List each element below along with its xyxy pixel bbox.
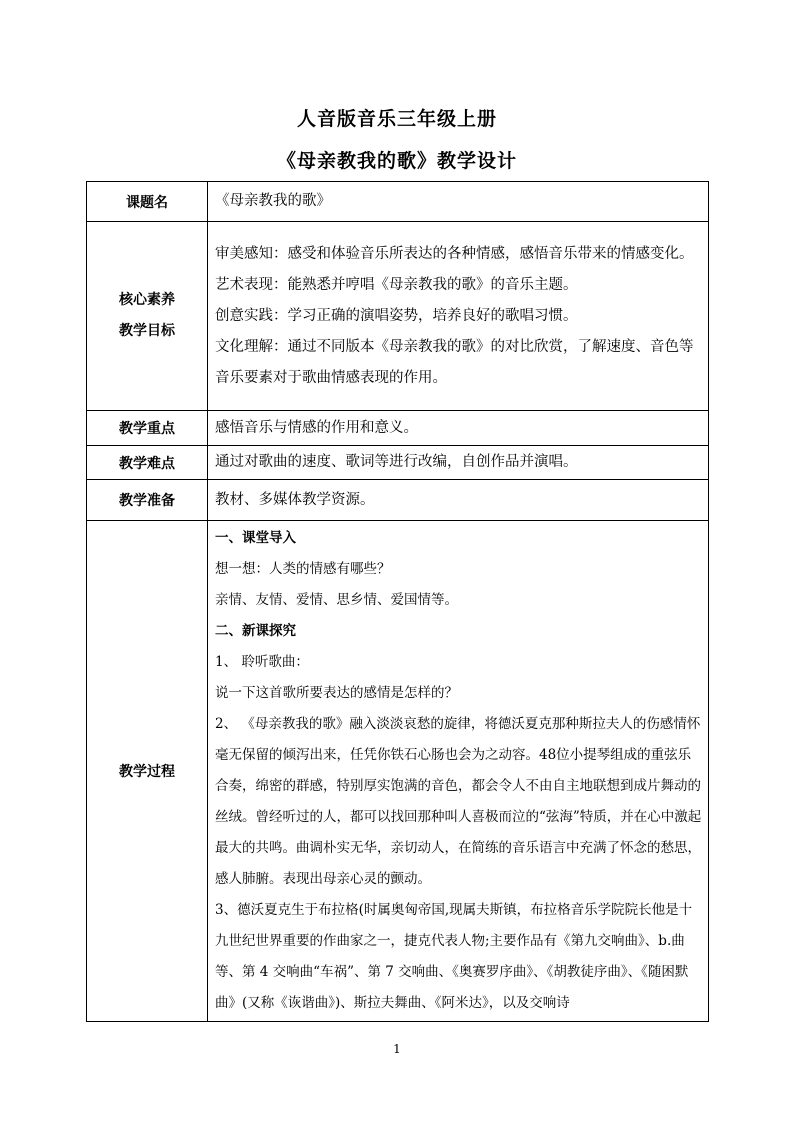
process-label: 教学过程 xyxy=(87,521,208,1022)
table-row-process xyxy=(87,521,709,1022)
table-row-goals xyxy=(87,222,709,411)
document-subtitle: 《母亲教我的歌》教学设计 xyxy=(276,150,517,172)
goal-creative: 创意实践：学习正确的演唱姿势，培养良好的歌唱习惯。 xyxy=(215,307,578,324)
document-title: 人音版音乐三年级上册 xyxy=(296,108,497,130)
section-explore-title: 二、新课探究 xyxy=(215,623,296,639)
goal-culture: 文化理解：通过不同版本《母亲教我的歌》的对比欣赏，了解速度、音色等音乐要素对于歌曲情感表现的作用。 xyxy=(215,338,694,386)
goals-label-line1: 核心素养 xyxy=(119,292,175,308)
topic-value: 《母亲教我的歌》 xyxy=(208,182,709,222)
explore-item-3: 3、德沃夏克生于布拉格(时属奥匈帝国,现属夫斯镇，布拉格音乐学院院长他是十九世纪世界重要的作曲家之一，捷克代表人物;主要作品有《第九交响曲》、b.曲等、第 4 交响曲“车祸”、第 7 交响曲、《奥赛罗序曲》、《胡教徒序曲》、《随困默曲》(又称《诙谐曲》)、斯拉夫舞曲、《阿米达》，以及交响诗 xyxy=(215,902,693,1011)
process-text xyxy=(215,521,702,1021)
key-points-label: 教学重点 xyxy=(87,411,208,446)
process-content xyxy=(208,521,709,1022)
page-number: 1 xyxy=(393,1042,401,1056)
goals-label xyxy=(87,222,208,411)
explore-item-2: 2、 《母亲教我的歌》融入淡淡哀愁的旋律，将德沃夏克那种斯拉夫人的伤感情怀毫无保留的倾泻出来，任凭你铁石心肠也会为之动容。48位小提琴组成的重弦乐合奏，绵密的群感，特别厚实饱满的音色，都会令人不由自主地联想到成片舞动的丝绒。曾经听过的人，都可以找回那种叫人喜极而泣的“弦海”特质，并在心中激起最大的共鸣。曲调朴实无华，亲切动人，在简练的音乐语言中充满了怀念的愁思，感人肺腑。表现出母亲心灵的颤动。 xyxy=(215,716,702,887)
explore-item-1: 1、 聆听歌曲： xyxy=(215,654,309,670)
explore-question: 说一下这首歌所要表达的感情是怎样的？ xyxy=(215,685,458,701)
table-row-difficulties xyxy=(87,446,709,480)
difficulties-label: 教学难点 xyxy=(87,446,208,480)
key-points-value: 感悟音乐与情感的作用和意义。 xyxy=(208,411,709,446)
table-row-topic xyxy=(87,182,709,222)
topic-label: 课题名 xyxy=(87,182,208,222)
preparation-label: 教学准备 xyxy=(87,480,208,521)
intro-answer: 亲情、友情、爱情、思乡情、爱国情等。 xyxy=(215,592,458,608)
goals-content xyxy=(208,222,709,411)
goal-expression: 艺术表现：能熟悉并哼唱《母亲教我的歌》的音乐主题。 xyxy=(215,276,578,293)
table-row-preparation xyxy=(87,480,709,521)
goal-aesthetic: 审美感知：感受和体验音乐所表达的各种情感，感悟音乐带来的情感变化。 xyxy=(215,245,694,262)
table-row-key-points xyxy=(87,411,709,446)
difficulties-value: 通过对歌曲的速度、歌词等进行改编，自创作品并演唱。 xyxy=(208,446,709,480)
lesson-plan-table xyxy=(86,181,709,1022)
intro-question: 想一想：人类的情感有哪些？ xyxy=(215,561,391,577)
preparation-value: 教材、多媒体教学资源。 xyxy=(208,480,709,521)
section-intro-title: 一、课堂导入 xyxy=(215,530,296,546)
goals-label-line2: 教学目标 xyxy=(119,323,175,339)
